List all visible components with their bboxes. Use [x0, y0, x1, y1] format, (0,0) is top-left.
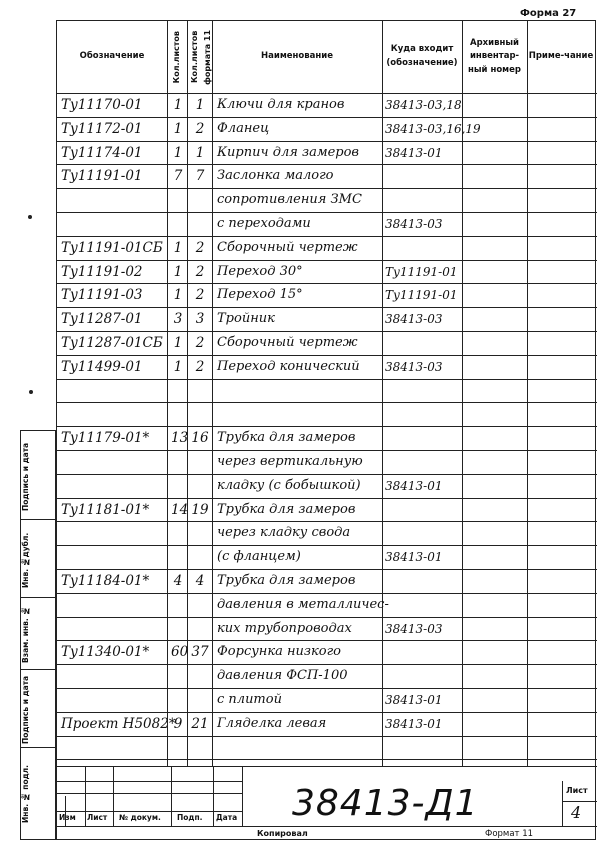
row-qty-sheets: 1 [173, 120, 183, 137]
row-destination [385, 593, 465, 615]
row-destination: 38413-03 [385, 312, 443, 327]
sidebar-margin [20, 430, 56, 840]
row-destination [385, 236, 465, 258]
sidebar-label-sign-date-2: Подпись и дата [21, 675, 30, 745]
row-designation [61, 474, 163, 496]
row-qty-sheets [171, 188, 185, 210]
row-qty-sheets: 9 [173, 715, 183, 732]
row-destination [385, 426, 465, 448]
row-designation: Ту11287-01СБ [61, 335, 163, 351]
row-name: через кладку свода [217, 525, 351, 541]
stamp-col-rev: Изм [59, 813, 76, 822]
row-destination: Ту11191-01 [385, 288, 458, 303]
row-qty-format: 3 [195, 311, 205, 328]
row-name: ких трубопроводах [217, 620, 352, 636]
header-qty-sheets: Кол.листов [171, 30, 181, 84]
row-destination [385, 498, 465, 520]
row-destination [385, 402, 465, 424]
row-qty-format [190, 379, 210, 401]
row-qty-format [190, 188, 210, 210]
row-qty-format [190, 450, 210, 472]
row-designation: Ту11181-01* [61, 501, 150, 518]
row-name: Гляделка левая [217, 715, 327, 731]
row-designation: Ту11179-01* [61, 430, 150, 447]
row-qty-format: 7 [195, 168, 205, 185]
row-destination [385, 331, 465, 353]
row-designation [61, 545, 163, 567]
row-qty-format: 21 [191, 715, 209, 732]
row-name: Переход 30° [217, 263, 303, 279]
form-label: Форма 27 [520, 8, 577, 19]
row-name: сопротивления ЗМС [217, 192, 362, 208]
row-qty-sheets: 1 [173, 358, 183, 375]
row-destination: 38413-03 [385, 359, 443, 374]
row-name: Сборочный чертеж [217, 239, 358, 255]
row-qty-format [190, 474, 210, 496]
row-qty-sheets: 7 [173, 168, 183, 185]
row-qty-sheets [171, 759, 185, 781]
document-number: 38413-Д1 [292, 783, 479, 824]
row-designation [61, 450, 163, 472]
row-destination [385, 379, 465, 401]
row-qty-sheets: 1 [173, 335, 183, 351]
row-qty-format [190, 593, 210, 615]
row-qty-sheets: 14 [171, 501, 189, 518]
sheet-label: Лист [566, 786, 588, 795]
row-designation [61, 593, 163, 615]
row-destination: 38413-03 [385, 621, 443, 636]
row-qty-sheets: 60 [171, 644, 189, 661]
row-designation [61, 759, 163, 781]
row-name: Сборочный чертеж [217, 335, 358, 350]
row-qty-sheets [171, 617, 185, 639]
row-qty-sheets: 1 [173, 263, 183, 280]
row-name: Трубка для замеров [217, 573, 356, 588]
row-qty-format [190, 664, 210, 686]
row-designation [61, 688, 163, 710]
row-destination: 38413-03 [385, 217, 443, 231]
row-qty-format [190, 212, 210, 234]
row-name [217, 736, 387, 758]
row-designation: Ту11340-01* [61, 644, 150, 661]
row-designation [61, 664, 163, 686]
row-destination [385, 569, 465, 591]
row-designation: Проект Н5082* [61, 715, 176, 732]
row-destination [385, 450, 465, 472]
row-destination: 38413-01 [385, 145, 443, 160]
row-name: Форсунка низкого [217, 644, 341, 660]
stamp-col-sheet: Лист [87, 813, 108, 822]
row-designation: Ту11170-01 [61, 97, 143, 113]
sidebar-label-dup-inv: Инв. №дубл. [21, 532, 30, 588]
row-qty-format: 1 [195, 144, 205, 161]
row-name: Переход конический [217, 358, 360, 374]
row-name: Переход 15° [217, 287, 303, 303]
stamp-col-sign: Подп. [177, 813, 203, 822]
row-destination [385, 664, 465, 686]
row-qty-format [190, 545, 210, 567]
row-designation: Ту11191-03 [61, 287, 143, 304]
row-qty-format [190, 736, 210, 758]
row-destination: 38413-03,18 [385, 98, 462, 112]
row-name [217, 402, 387, 424]
row-qty-sheets: 3 [173, 311, 183, 328]
row-name: Фланец [217, 120, 270, 136]
row-qty-sheets: 1 [173, 287, 183, 304]
row-name [217, 379, 387, 401]
row-destination: 38413-03,16,19 [385, 121, 481, 136]
row-name: давления в металличес- [217, 596, 389, 612]
row-designation [61, 379, 163, 401]
row-qty-sheets [171, 736, 185, 758]
row-name: Тройник [217, 311, 275, 327]
row-designation: Ту11174-01 [61, 144, 143, 161]
row-name: через вертикальную [217, 454, 363, 469]
row-destination [385, 759, 465, 781]
row-qty-format: 37 [191, 644, 209, 661]
row-destination: 38413-01 [385, 716, 443, 731]
row-designation [61, 521, 163, 543]
row-designation: Ту11191-01 [61, 168, 143, 185]
row-qty-format: 1 [195, 97, 205, 113]
spec-sheet [56, 20, 596, 840]
header-designation: Обозначение [79, 51, 145, 62]
row-designation [61, 188, 163, 210]
header-archive: Архивный инвентар-ный номер [468, 37, 521, 75]
row-qty-format [190, 617, 210, 639]
row-name: Заслонка малого [217, 168, 334, 184]
sidebar-label-sign-date: Подпись и дата [21, 442, 30, 512]
row-designation [61, 212, 163, 234]
row-designation: Ту11287-01 [61, 311, 143, 328]
row-qty-sheets: 1 [173, 239, 183, 256]
row-qty-format [190, 402, 210, 424]
copied-label: Копировал [257, 829, 308, 838]
row-qty-sheets [171, 593, 185, 615]
row-qty-sheets [171, 402, 185, 424]
stamp-col-date: Дата [216, 813, 238, 822]
row-qty-format [190, 521, 210, 543]
row-designation [61, 617, 163, 639]
row-destination [385, 640, 465, 662]
row-qty-format: 16 [191, 430, 209, 447]
row-designation [61, 736, 163, 758]
row-qty-format: 2 [195, 335, 205, 351]
row-destination [385, 521, 465, 543]
row-qty-sheets [171, 212, 185, 234]
row-designation: Ту11499-01 [61, 358, 143, 375]
row-qty-sheets [171, 379, 185, 401]
row-qty-format: 2 [195, 263, 205, 280]
header-qty-format: Кол.листов формата 11 [189, 29, 212, 85]
row-destination: 38413-01 [385, 550, 443, 565]
row-qty-sheets: 13 [171, 430, 189, 447]
row-name: Ключи для кранов [217, 97, 345, 112]
row-designation: Ту11184-01* [61, 573, 150, 589]
row-destination [385, 164, 465, 186]
row-qty-format: 2 [195, 120, 205, 137]
format-label: Формат 11 [485, 829, 534, 839]
row-qty-format: 2 [195, 239, 205, 256]
row-qty-sheets: 4 [173, 573, 183, 589]
row-qty-format: 2 [195, 358, 205, 375]
row-designation: Ту11191-02 [61, 263, 143, 280]
row-qty-format [190, 688, 210, 710]
row-qty-sheets: 1 [173, 97, 183, 113]
row-destination [385, 188, 465, 210]
row-qty-format [190, 759, 210, 781]
sidebar-label-orig-inv: Инв. № подл. [21, 765, 30, 824]
row-designation: Ту11172-01 [61, 120, 143, 137]
header-note: Приме-чание [528, 51, 594, 62]
header-name: Наименование [261, 51, 333, 62]
row-name: (с фланцем) [217, 549, 301, 565]
stamp-col-doc: № докум. [119, 813, 161, 822]
row-qty-sheets [171, 521, 185, 543]
sidebar-label-replace-inv: Взам. инв. № [21, 606, 30, 664]
row-qty-sheets: 1 [173, 144, 183, 161]
row-name: давления ФСП-100 [217, 668, 348, 684]
header-destination: Куда входит (обозначение) [386, 44, 458, 68]
row-designation [61, 402, 163, 424]
sheet-number: 4 [571, 803, 582, 822]
row-qty-format: 4 [195, 573, 205, 589]
row-designation: Ту11191-01СБ [61, 239, 163, 256]
row-name: с переходами [217, 216, 311, 231]
row-qty-sheets [171, 688, 185, 710]
row-qty-sheets [171, 545, 185, 567]
row-qty-sheets [171, 450, 185, 472]
row-qty-sheets [171, 664, 185, 686]
row-qty-sheets [171, 474, 185, 496]
row-destination: 38413-01 [385, 478, 443, 493]
row-name: Кирпич для замеров [217, 144, 360, 160]
row-destination [385, 736, 465, 758]
row-qty-format: 19 [191, 501, 209, 518]
row-qty-format: 2 [195, 287, 205, 304]
row-name: кладку (с бобышкой) [217, 477, 361, 493]
row-destination: Ту11191-01 [385, 264, 458, 279]
row-name: Трубка для замеров [217, 501, 356, 517]
row-name: Трубка для замеров [217, 430, 356, 446]
row-destination: 38413-01 [385, 693, 443, 707]
row-name: с плитой [217, 692, 282, 707]
